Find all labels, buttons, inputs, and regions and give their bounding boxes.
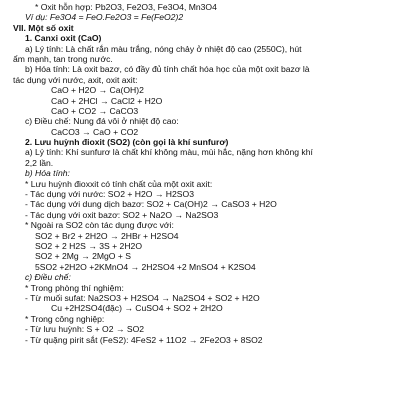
equation-line — [13, 210, 390, 220]
paragraph-line — [13, 54, 390, 64]
mixed-oxide-list — [13, 2, 390, 12]
text-line: b) Hóa tính: Là oxit bazơ, có đầy đủ tính chất hóa học của một oxit bazơ là — [25, 64, 310, 75]
equation-line — [13, 199, 390, 209]
equation-text: SO2 + Br2 + 2H2O → 2HBr + H2SO4 — [35, 230, 179, 241]
equation-text: SO2 + 2Mg → 2MgO + S — [35, 251, 132, 262]
equation-text: CaO + 2HCl → CaCl2 + H2O — [51, 95, 163, 106]
equation-text: Cu +2H2SO4(đặc) → CuSO4 + SO2 + 2H2O — [51, 303, 223, 314]
paragraph-line — [13, 44, 390, 54]
equation-line — [13, 303, 390, 313]
text-line: tác dụng với nước, axit, oxit axit: — [13, 74, 138, 85]
text-line: * Ngoài ra SO2 còn tác dụng được với: — [25, 220, 174, 231]
equation-line — [13, 96, 390, 106]
equation-line — [13, 106, 390, 116]
equation-line — [13, 335, 390, 345]
equation-line — [13, 262, 390, 272]
paragraph-line — [13, 64, 390, 74]
text-line: * Lưu huỳnh đioxxit có tính chất của một oxit axit: — [25, 178, 213, 189]
text-line: 2,2 lần. — [25, 157, 54, 168]
equation-text: - Từ quặng pirit sắt (FeS2): 4FeS2 + 11O2 → 2Fe2O3 + 8SO2 — [25, 334, 263, 345]
equation-text: - Tác dụng với nước: SO2 + H2O → H2SO3 — [25, 189, 194, 200]
text-line: a) Lý tính: Khí sunfurơ là chất khí không màu, mùi hắc, nặng hơn không khí — [25, 147, 313, 158]
equation-text: - Từ muối sufat: Na2SO3 + H2SO4 → Na2SO4 + SO2 + H2O — [25, 292, 260, 303]
paragraph-line — [13, 75, 390, 85]
paragraph-line — [13, 314, 390, 324]
paragraph-line — [13, 272, 390, 282]
text-line: c) Điều chế: — [25, 272, 71, 283]
equation-text: SO2 + 2 H2S → 3S + 2H2O — [35, 240, 142, 251]
example-line — [13, 12, 390, 22]
equation-line — [13, 241, 390, 251]
paragraph-line — [13, 220, 390, 230]
heading-text: 1. Canxi oxit (CaO) — [25, 33, 102, 44]
equation-text: CaO + CO2 → CaCO3 — [51, 105, 139, 116]
paragraph-line — [13, 283, 390, 293]
paragraph-line — [13, 116, 390, 126]
paragraph-line — [13, 147, 390, 157]
heading-text: 2. Lưu huỳnh đioxit (SO2) (còn gọi là khí sunfurơ) — [25, 137, 229, 148]
subsection-heading — [13, 137, 390, 147]
equation-line — [13, 251, 390, 261]
equation-line — [13, 231, 390, 241]
text-line: a) Lý tính: Là chất rắn màu trắng, nóng chảy ở nhiệt độ cao (2550C), hút — [25, 43, 302, 54]
text-line: c) Điều chế: Nung đá vôi ở nhiệt độ cao: — [25, 116, 179, 127]
equation-text: 5SO2 +2H2O +2KMnO4 → 2H2SO4 +2 MnSO4 + K2SO4 — [35, 261, 256, 272]
text-line: * Oxit hỗn hợp: Pb2O3, Fe2O3, Fe3O4, Mn3O4 — [35, 2, 217, 12]
equation-text: - Từ lưu huỳnh: S + O2 → SO2 — [25, 324, 145, 335]
heading-text: VII. Một số oxit — [13, 22, 74, 33]
paragraph-line — [13, 179, 390, 189]
equation-line — [13, 85, 390, 95]
text-line: ẩm mạnh, tan trong nước. — [13, 53, 113, 64]
equation-text: - Tác dụng với oxit bazơ: SO2 + Na2O → Na2SO3 — [25, 209, 219, 220]
text-line: * Trong phòng thí nghiệm: — [25, 282, 124, 293]
text-line: Ví dụ: Fe3O4 = FeO.Fe2O3 = Fe(FeO2)2 — [25, 12, 184, 23]
equation-line — [13, 127, 390, 137]
paragraph-line — [13, 158, 390, 168]
equation-text: CaO + H2O → Ca(OH)2 — [51, 85, 144, 96]
section-heading — [13, 23, 390, 33]
equation-line — [13, 293, 390, 303]
text-line: b) Hóa tính: — [25, 168, 70, 179]
text-line: * Trong công nghiệp: — [25, 313, 105, 324]
paragraph-line — [13, 168, 390, 178]
equation-line — [13, 189, 390, 199]
equation-text: - Tác dụng với dung dịch bazơ: SO2 + Ca(OH)2 → CaSO3 + H2O — [25, 199, 277, 210]
equation-line — [13, 324, 390, 334]
equation-text: CaCO3 → CaO + CO2 — [51, 126, 139, 137]
subsection-heading — [13, 33, 390, 43]
